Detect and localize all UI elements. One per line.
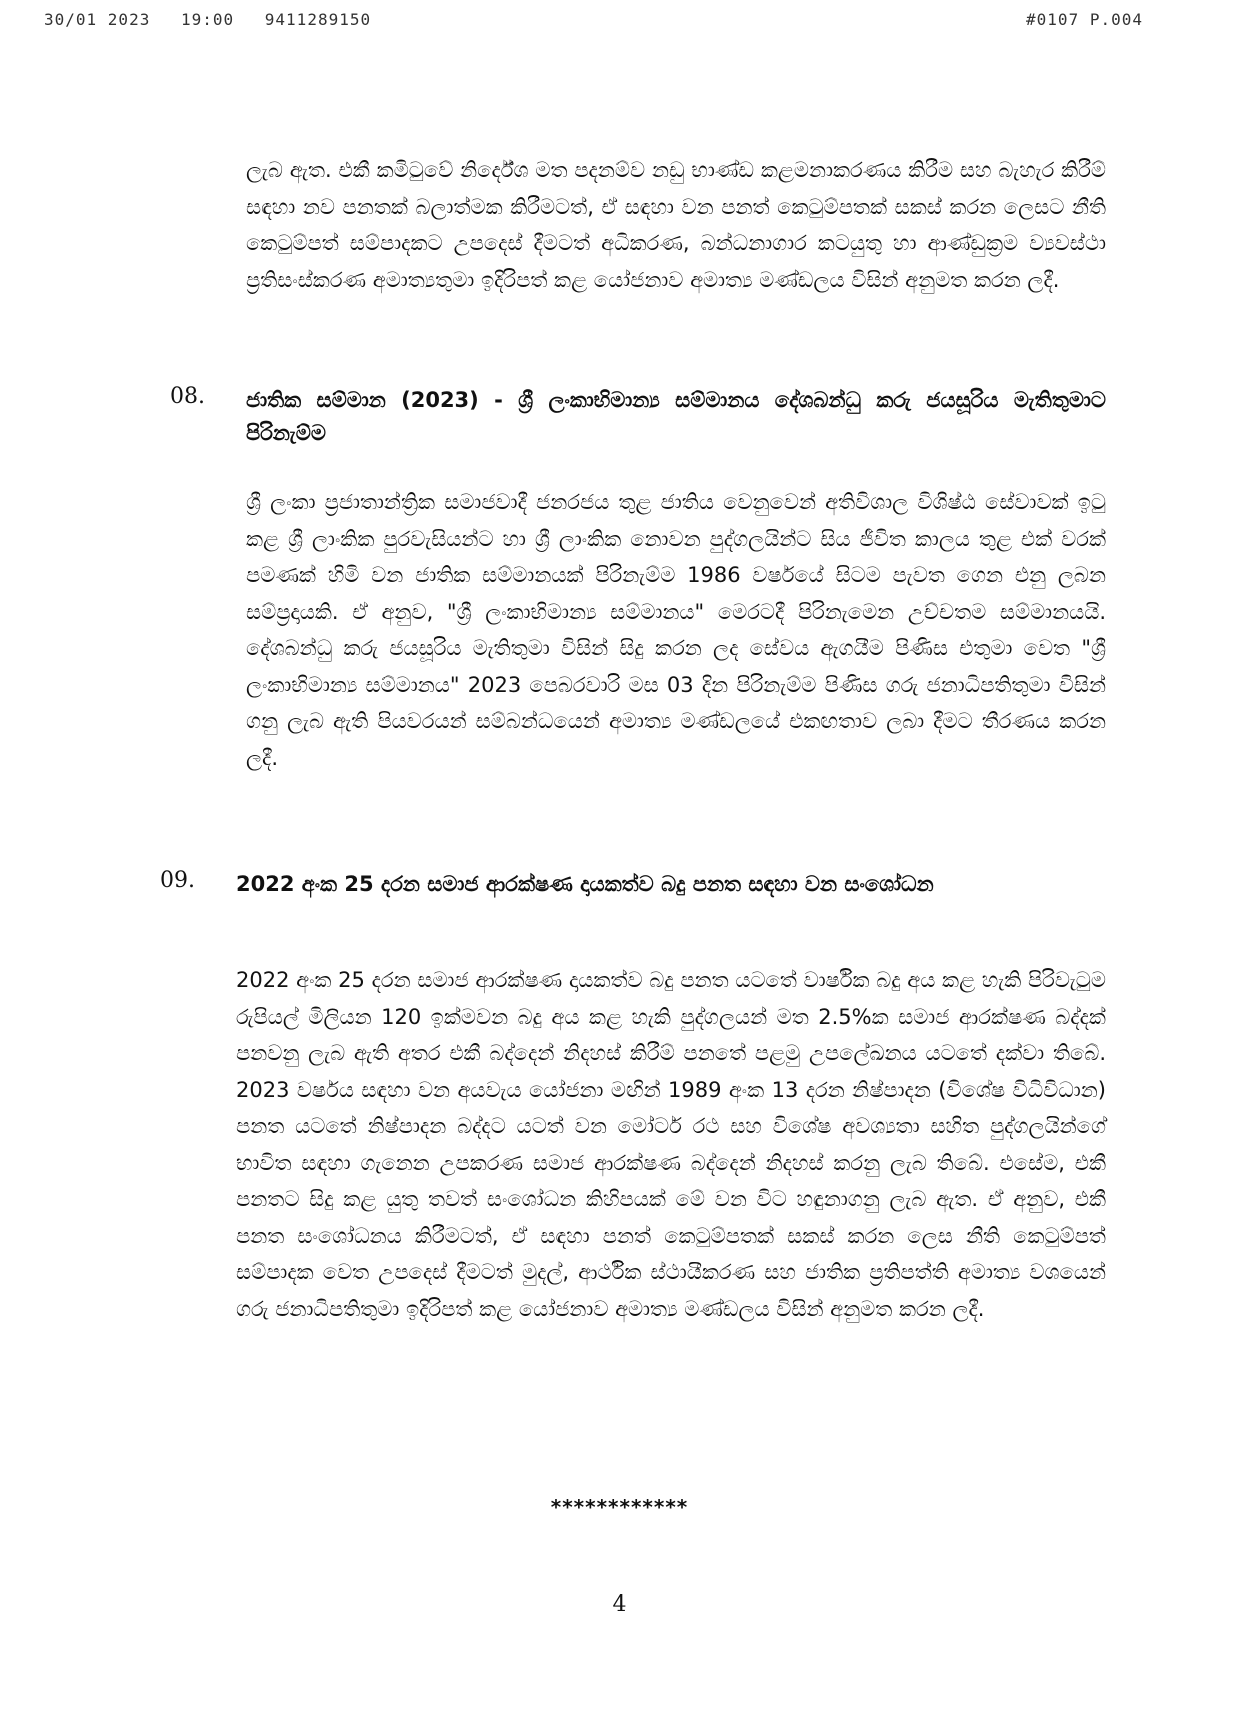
fax-number: 9411289150 [264, 10, 372, 29]
page-number: 4 [612, 1592, 627, 1617]
item-heading-08: ජාතික සම්මාන (2023) - ශ්‍රී ලංකාභිමාන්‍ය සම්මානය දේශබන්ධු කරු ජයසූරිය මැතිතුමාට පිරිනැම්ම [246, 388, 1106, 445]
fax-date: 30/01 2023 [44, 10, 151, 29]
item-number-08: 08. [170, 384, 205, 409]
item-heading-09: 2022 අංක 25 දරන සමාජ ආරක්ෂණ දායකත්ව බදු පනත සඳහා වන සංශෝධන [236, 872, 934, 896]
item-body-08: ශ්‍රී ලංකා ප්‍රජාතාන්ත්‍රික සමාජවාදී ජනරජය තුළ ජාතිය වෙනුවෙන් අතිවිශාල විශිෂ්ඨ සේවාවක් ඉටු කළ ශ්‍රී ලාංකික පුරවැසියන්ට හා ශ්‍රී ලාංකික නොවන පුද්ගලයින්ට සිය ජීවිත කාලය තුළ එක් වරක් පමණක් හිමි වන ජාතික සම්මානයක් පිරිනැම්ම 1986 වර්ෂයේ සිටම පැවත ගෙන එනු ලබන සම්ප්‍රදායකි. ඒ අනුව, "ශ්‍රී ලංකාභිමාන්‍ය සම්මානය" මෙරටදී පිරිනැමෙන උච්චතම සම්මානයයි. දේශබන්ධු කරු ජයසූරිය මැතිතුමා විසින් සිදු කරන ලද සේවය ඇගයීම පිණිස එතුමා වෙත "ශ්‍රී ලංකාභිමාන්‍ය සම්මානය" 2023 පෙබරවාරි මස 03 දින පිරිනැම්ම පිණිස ගරු ජනාධිපතිතුමා විසින් ගනු ලැබ ඇති පියවරයන් සම්බන්ධයෙන් අමාත්‍ය මණ්ඩලයේ එකඟතාව ලබා දීමට තීරණය කරන ලදී. [246, 490, 1106, 770]
fax-header-left [44, 10, 391, 29]
fax-header [44, 10, 1143, 29]
fax-page-ref: #0107 P.004 [1026, 10, 1143, 29]
fax-time: 19:00 [180, 10, 235, 29]
section-separator: ************ [550, 1495, 689, 1519]
continuation-paragraph: ලැබ ඇත. එකී කමිටුවේ නිර්දේශ මත පදනම්ව නඩු භාණ්ඩ කළමනාකරණය කිරීම සහ බැහැර කිරීම් සඳහා නව පනතක් බලාත්මක කිරීමටත්, ඒ සඳහා වන පනත් කෙටුම්පතක් සකස් කරන ලෙසට නීති කෙටුම්පත් සම්පාදකට උපදෙස් දීමටත් අධිකරණ, බන්ධනාගාර කටයුතු හා ආණ්ඩුක්‍රම ව්‍යවස්ථා ප්‍රතිසංස්කරණ අමාත්‍යතුමා ඉදිරිපත් කළ යෝජනාව අමාත්‍ය මණ්ඩලය විසින් අනුමත කරන ලදී. [246, 158, 1106, 292]
item-number-09: 09. [160, 868, 195, 893]
item-body-09: 2022 අංක 25 දරන සමාජ ආරක්ෂණ දායකත්ව බදු පනත යටතේ වාර්ෂික බදු අය කළ හැකි පිරිවැටුම රුපියල් මිලියන 120 ඉක්මවන බදු අය කළ හැකි පුද්ගලයන් මත 2.5%ක සමාජ ආරක්ෂණ බද්දක් පනවනු ලැබ ඇති අතර එකී බද්දෙන් නිදහස් කිරීම් පනතේ පළමු උපලේඛනය යටතේ දක්වා තිබේ. 2023 වර්ෂය සඳහා වන අයවැය යෝජනා මඟින් 1989 අංක 13 දරන නිෂ්පාදන (විශේෂ විධිවිධාන) පනත යටතේ නිෂ්පාදන බද්දට යටත් වන මෝටර් රථ සහ විශේෂ අවශ්‍යතා සහිත පුද්ගලයින්ගේ භාවිත සඳහා ගැනෙන උපකරණ සමාජ ආරක්ෂණ බද්දෙන් නිදහස් කරනු ලැබ තිබේ. එසේම, එකී පනතට සිදු කළ යුතු තවත් සංශෝධන කිහිපයක් මේ වන විට හඳුනාගනු ලැබ ඇත. ඒ අනුව, එකී පනත සංශෝධනය කිරීමටත්, ඒ සඳහා පනත් කෙටුම්පතක් සකස් කරන ලෙස නීති කෙටුම්පත් සම්පාදක වෙත උපදෙස් දීමටත් මුදල්, ආර්ථික ස්ථායීකරණ සහ ජාතික ප්‍රතිපත්ති අමාත්‍ය වශයෙන් ගරු ජනාධිපතිතුමා ඉදිරිපත් කළ යෝජනාව අමාත්‍ය මණ්ඩලය විසින් අනුමත කරන ලදී. [236, 968, 1106, 1321]
